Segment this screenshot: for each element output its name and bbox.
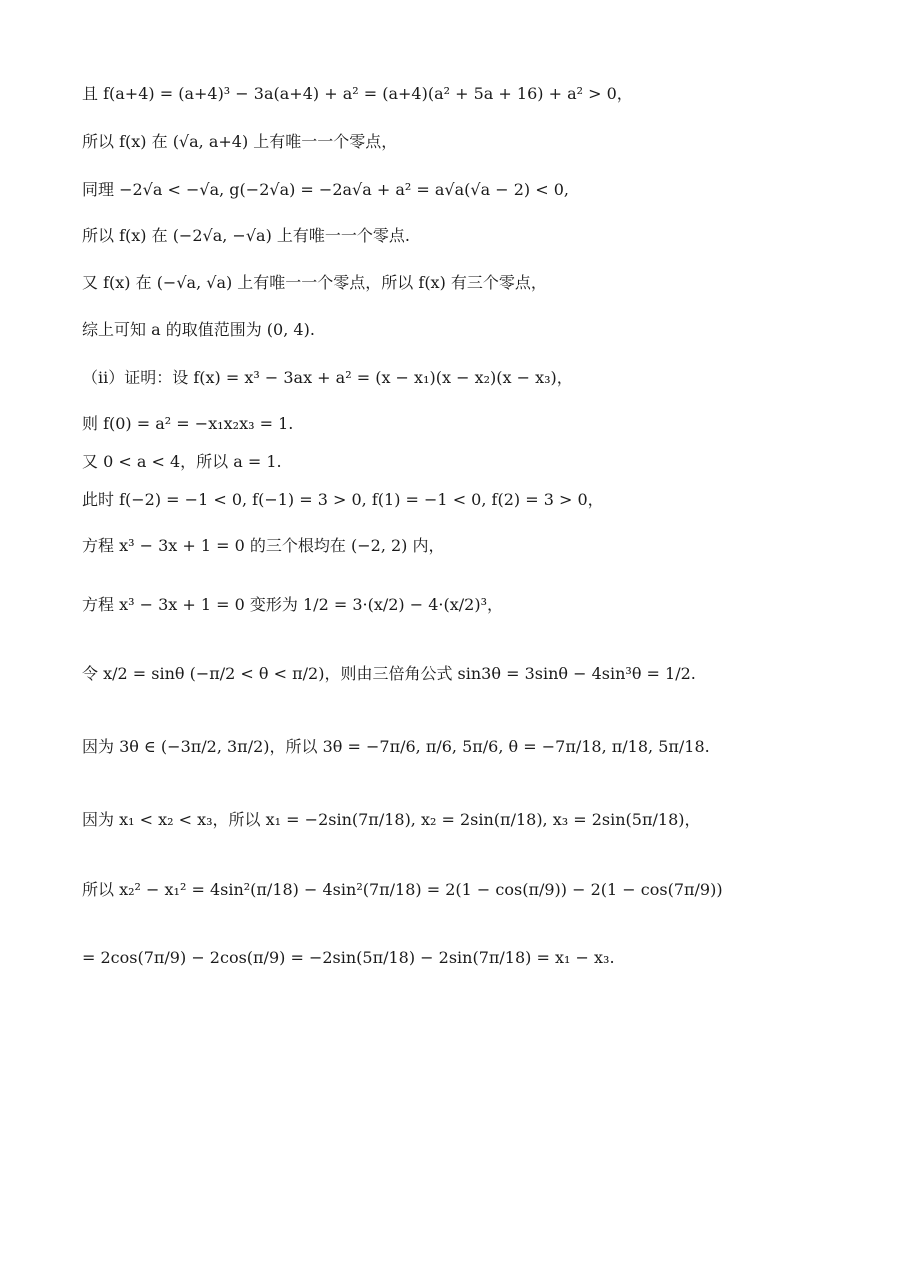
solution-line: = 2cos(7π/9) − 2cos(π/9) = −2sin(5π/18) − 2sin(7π/18) = x₁ − x₃. [82,948,615,967]
solution-line: 则 f(0) = a² = −x₁x₂x₃ = 1. [82,414,294,433]
solution-line: 此时 f(−2) = −1 < 0, f(−1) = 3 > 0, f(1) = −1 < 0, f(2) = 3 > 0， [82,490,604,509]
solution-line: （ii）证明：设 f(x) = x³ − 3ax + a² = (x − x₁)(x − x₂)(x − x₃)， [82,368,573,387]
solution-line: 令 x/2 = sinθ (−π/2 < θ < π/2)，则由三倍角公式 sin3θ = 3sinθ − 4sin³θ = 1/2. [82,664,696,683]
solution-line: 所以 x₂² − x₁² = 4sin²(π/18) − 4sin²(7π/18) = 2(1 − cos(π/9)) − 2(1 − cos(7π/9)) [82,880,723,899]
solution-line: 又 f(x) 在 (−√a, √a) 上有唯一一个零点，所以 f(x) 有三个零点， [82,273,547,292]
solution-line: 综上可知 a 的取值范围为 (0, 4). [82,320,315,339]
solution-line: 因为 x₁ < x₂ < x₃，所以 x₁ = −2sin(7π/18), x₂ = 2sin(π/18), x₃ = 2sin(5π/18)， [82,810,701,829]
solution-line: 方程 x³ − 3x + 1 = 0 变形为 1/2 = 3·(x/2) − 4·(x/2)³， [82,595,504,614]
solution-line: 且 f(a+4) = (a+4)³ − 3a(a+4) + a² = (a+4)(a² + 5a + 16) + a² > 0， [82,84,633,103]
solution-line: 方程 x³ − 3x + 1 = 0 的三个根均在 (−2, 2) 内， [82,536,445,555]
solution-line: 又 0 < a < 4，所以 a = 1. [82,452,282,471]
solution-line: 同理 −2√a < −√a, g(−2√a) = −2a√a + a² = a√a(√a − 2) < 0, [82,180,569,199]
solution-line: 因为 3θ ∈ (−3π/2, 3π/2)，所以 3θ = −7π/6, π/6, 5π/6, θ = −7π/18, π/18, 5π/18. [82,737,710,756]
solution-line: 所以 f(x) 在 (√a, a+4) 上有唯一一个零点， [82,132,398,151]
solution-line: 所以 f(x) 在 (−2√a, −√a) 上有唯一一个零点. [82,226,410,245]
